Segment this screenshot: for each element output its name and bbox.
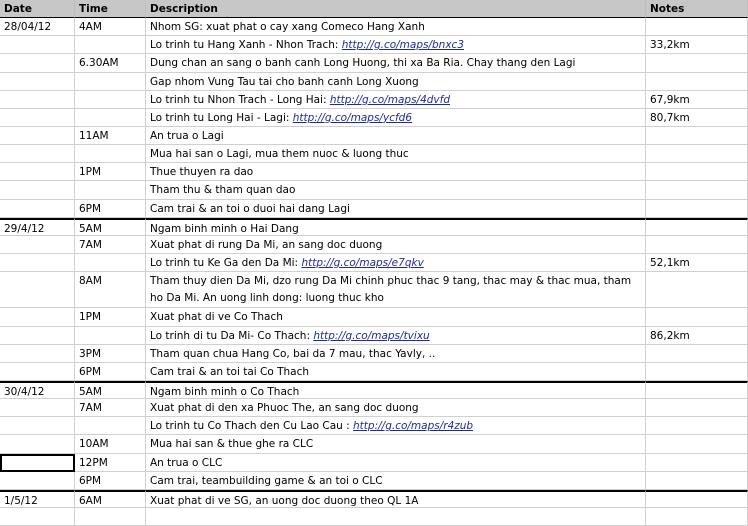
- cell-date[interactable]: [0, 36, 75, 54]
- description-text: Cam trai & an toi o duoi hai dang Lagi: [150, 202, 350, 215]
- cell-description[interactable]: [146, 308, 646, 326]
- cell-date[interactable]: [0, 163, 75, 181]
- cell-notes[interactable]: [646, 399, 748, 417]
- cell-time[interactable]: 10AM: [75, 435, 146, 453]
- cell-time[interactable]: 6AM: [75, 490, 146, 508]
- cell-notes[interactable]: 33,2km: [646, 36, 748, 54]
- cell-date[interactable]: [0, 91, 75, 109]
- header-description[interactable]: Description: [146, 0, 646, 18]
- cell-time[interactable]: [75, 145, 146, 163]
- cell-notes[interactable]: [646, 127, 748, 145]
- cell-description[interactable]: [146, 91, 646, 109]
- cell-time[interactable]: 3PM: [75, 345, 146, 363]
- description-text: Ngam binh minh o Co Thach: [150, 385, 300, 398]
- cell-time[interactable]: [75, 181, 146, 199]
- map-link[interactable]: http://g.co/maps/4dvfd: [329, 93, 451, 106]
- cell-time[interactable]: 5AM: [75, 218, 146, 236]
- cell-description[interactable]: [146, 163, 646, 181]
- cell-time[interactable]: 6.30AM: [75, 54, 146, 72]
- cell-description[interactable]: [146, 417, 646, 435]
- description-text: Lo trinh tu Ke Ga den Da Mi:: [150, 256, 302, 269]
- cell-description[interactable]: [146, 345, 646, 363]
- cell-description[interactable]: [146, 218, 646, 236]
- cell-date[interactable]: [0, 200, 75, 218]
- cell-time[interactable]: [75, 508, 146, 526]
- cell-date[interactable]: [0, 472, 75, 490]
- cell-time[interactable]: 7AM: [75, 236, 146, 254]
- description-text: Gap nhom Vung Tau tai cho banh canh Long Xuong: [150, 75, 419, 88]
- cell-description[interactable]: [146, 272, 646, 308]
- cell-date[interactable]: [0, 508, 75, 526]
- cell-time[interactable]: [75, 91, 146, 109]
- description-text: An trua o CLC: [150, 456, 223, 469]
- description-text: Dung chan an sang o banh canh Long Huong, thi xa Ba Ria. Chay thang den Lagi: [150, 57, 576, 70]
- cell-notes[interactable]: [646, 381, 748, 399]
- cell-date[interactable]: 29/4/12: [0, 218, 75, 236]
- cell-date[interactable]: 30/4/12: [0, 381, 75, 399]
- cell-notes[interactable]: [646, 454, 748, 472]
- cell-notes[interactable]: [646, 490, 748, 508]
- cell-notes[interactable]: 86,2km: [646, 327, 748, 345]
- cell-notes[interactable]: [646, 181, 748, 199]
- description-text: Cam trai, teambuilding game & an toi o CLC: [150, 474, 383, 487]
- cell-notes[interactable]: [646, 18, 748, 36]
- cell-time[interactable]: 6PM: [75, 363, 146, 381]
- cell-notes[interactable]: [646, 73, 748, 91]
- cell-date[interactable]: [0, 54, 75, 72]
- cell-notes[interactable]: [646, 472, 748, 490]
- map-link[interactable]: http://g.co/maps/bnxc3: [341, 39, 465, 52]
- cell-date[interactable]: [0, 109, 75, 127]
- map-link[interactable]: http://g.co/maps/ycfd6: [292, 111, 413, 124]
- cell-description[interactable]: [146, 327, 646, 345]
- cell-notes[interactable]: [646, 200, 748, 218]
- map-link[interactable]: http://g.co/maps/tvixu: [313, 329, 430, 342]
- cell-description[interactable]: [146, 363, 646, 381]
- cell-time[interactable]: [75, 254, 146, 272]
- description-text: Thue thuyen ra dao: [150, 166, 254, 179]
- cell-description[interactable]: [146, 454, 646, 472]
- cell-time[interactable]: 4AM: [75, 18, 146, 36]
- cell-time[interactable]: 11AM: [75, 127, 146, 145]
- description-text: Ngam binh minh o Hai Dang: [150, 222, 299, 235]
- description-text: Cam trai & an toi tai Co Thach: [150, 365, 310, 378]
- cell-time[interactable]: 12PM: [75, 454, 146, 472]
- cell-description[interactable]: [146, 127, 646, 145]
- cell-date[interactable]: [0, 399, 75, 417]
- cell-time[interactable]: 1PM: [75, 163, 146, 181]
- description-text: Xuat phat di ve SG, an uong doc duong theo QL 1A: [150, 494, 419, 507]
- cell-date[interactable]: [0, 308, 75, 326]
- cell-description[interactable]: [146, 381, 646, 399]
- cell-time[interactable]: 6PM: [75, 200, 146, 218]
- cell-time[interactable]: 1PM: [75, 308, 146, 326]
- cell-date[interactable]: [0, 345, 75, 363]
- cell-notes[interactable]: [646, 417, 748, 435]
- description-text: Lo trinh tu Nhon Trach - Long Hai:: [150, 93, 330, 106]
- cell-description[interactable]: [146, 36, 646, 54]
- description-text: Nhom SG: xuat phat o cay xang Comeco Hang Xanh: [150, 21, 425, 34]
- cell-time[interactable]: 5AM: [75, 381, 146, 399]
- cell-date[interactable]: 28/04/12: [0, 18, 75, 36]
- cell-notes[interactable]: [646, 236, 748, 254]
- description-text: Lo trinh tu Co Thach den Cu Lao Cau :: [150, 420, 354, 433]
- cell-notes[interactable]: [646, 363, 748, 381]
- cell-date[interactable]: [0, 327, 75, 345]
- cell-date[interactable]: [0, 454, 75, 472]
- description-text: Lo trinh tu Hang Xanh - Nhon Trach:: [150, 39, 342, 52]
- cell-time[interactable]: [75, 417, 146, 435]
- cell-time[interactable]: 8AM: [75, 272, 146, 308]
- cell-description[interactable]: [146, 508, 646, 526]
- cell-notes[interactable]: [646, 308, 748, 326]
- cell-date[interactable]: [0, 417, 75, 435]
- cell-description[interactable]: [146, 181, 646, 199]
- description-text: Xuat phat di ve Co Thach: [150, 311, 283, 324]
- cell-date[interactable]: [0, 181, 75, 199]
- cell-date[interactable]: [0, 254, 75, 272]
- header-date[interactable]: Date: [0, 0, 75, 18]
- cell-date[interactable]: [0, 145, 75, 163]
- cell-description[interactable]: [146, 236, 646, 254]
- cell-notes[interactable]: [646, 272, 748, 308]
- cell-date[interactable]: [0, 73, 75, 91]
- cell-notes[interactable]: [646, 345, 748, 363]
- cell-description[interactable]: [146, 472, 646, 490]
- cell-time[interactable]: [75, 327, 146, 345]
- cell-time[interactable]: [75, 73, 146, 91]
- cell-time[interactable]: 6PM: [75, 472, 146, 490]
- cell-notes[interactable]: 67,9km: [646, 91, 748, 109]
- cell-description[interactable]: [146, 490, 646, 508]
- cell-notes[interactable]: [646, 145, 748, 163]
- cell-description[interactable]: [146, 18, 646, 36]
- cell-notes[interactable]: [646, 218, 748, 236]
- description-text: An trua o Lagi: [150, 129, 224, 142]
- map-link[interactable]: http://g.co/maps/e7qkv: [301, 256, 424, 269]
- description-text: Tham thuy dien Da Mi, dzo rung Da Mi chinh phuc thac 9 tang, thac may & thac mua, tham ho Da Mi. An uong linh dong: luong thuc kho: [150, 275, 632, 305]
- cell-date[interactable]: [0, 127, 75, 145]
- cell-time[interactable]: [75, 36, 146, 54]
- cell-date[interactable]: [0, 272, 75, 308]
- cell-description[interactable]: [146, 109, 646, 127]
- cell-date[interactable]: 1/5/12: [0, 490, 75, 508]
- cell-date[interactable]: [0, 363, 75, 381]
- description-text: Mua hai san o Lagi, mua them nuoc & luong thuc: [150, 148, 409, 161]
- description-text: Tham quan chua Hang Co, bai da 7 mau, thac Yavly, ..: [150, 347, 436, 360]
- cell-notes[interactable]: [646, 54, 748, 72]
- cell-time[interactable]: [75, 109, 146, 127]
- description-text: Mua hai san & thue ghe ra CLC: [150, 438, 314, 451]
- cell-description[interactable]: [146, 54, 646, 72]
- cell-notes[interactable]: [646, 163, 748, 181]
- cell-notes[interactable]: [646, 508, 748, 526]
- description-text: Lo trinh di tu Da Mi- Co Thach:: [150, 329, 314, 342]
- description-text: Lo trinh tu Long Hai - Lagi:: [150, 111, 293, 124]
- cell-description[interactable]: [146, 73, 646, 91]
- description-text: Tham thu & tham quan dao: [150, 184, 296, 197]
- cell-date[interactable]: [0, 236, 75, 254]
- cell-description[interactable]: [146, 254, 646, 272]
- map-link[interactable]: http://g.co/maps/r4zub: [353, 420, 474, 433]
- header-time[interactable]: Time: [75, 0, 146, 18]
- cell-notes[interactable]: 80,7km: [646, 109, 748, 127]
- cell-notes[interactable]: 52,1km: [646, 254, 748, 272]
- description-text: Xuat phat di rung Da Mi, an sang doc duong: [150, 238, 383, 251]
- description-text: Xuat phat di den xa Phuoc The, an sang doc duong: [150, 402, 419, 415]
- cell-notes[interactable]: [646, 435, 748, 453]
- cell-date[interactable]: [0, 435, 75, 453]
- cell-description[interactable]: [146, 435, 646, 453]
- header-notes[interactable]: Notes: [646, 0, 748, 18]
- cell-time[interactable]: 7AM: [75, 399, 146, 417]
- cell-description[interactable]: [146, 145, 646, 163]
- cell-description[interactable]: [146, 399, 646, 417]
- cell-description[interactable]: [146, 200, 646, 218]
